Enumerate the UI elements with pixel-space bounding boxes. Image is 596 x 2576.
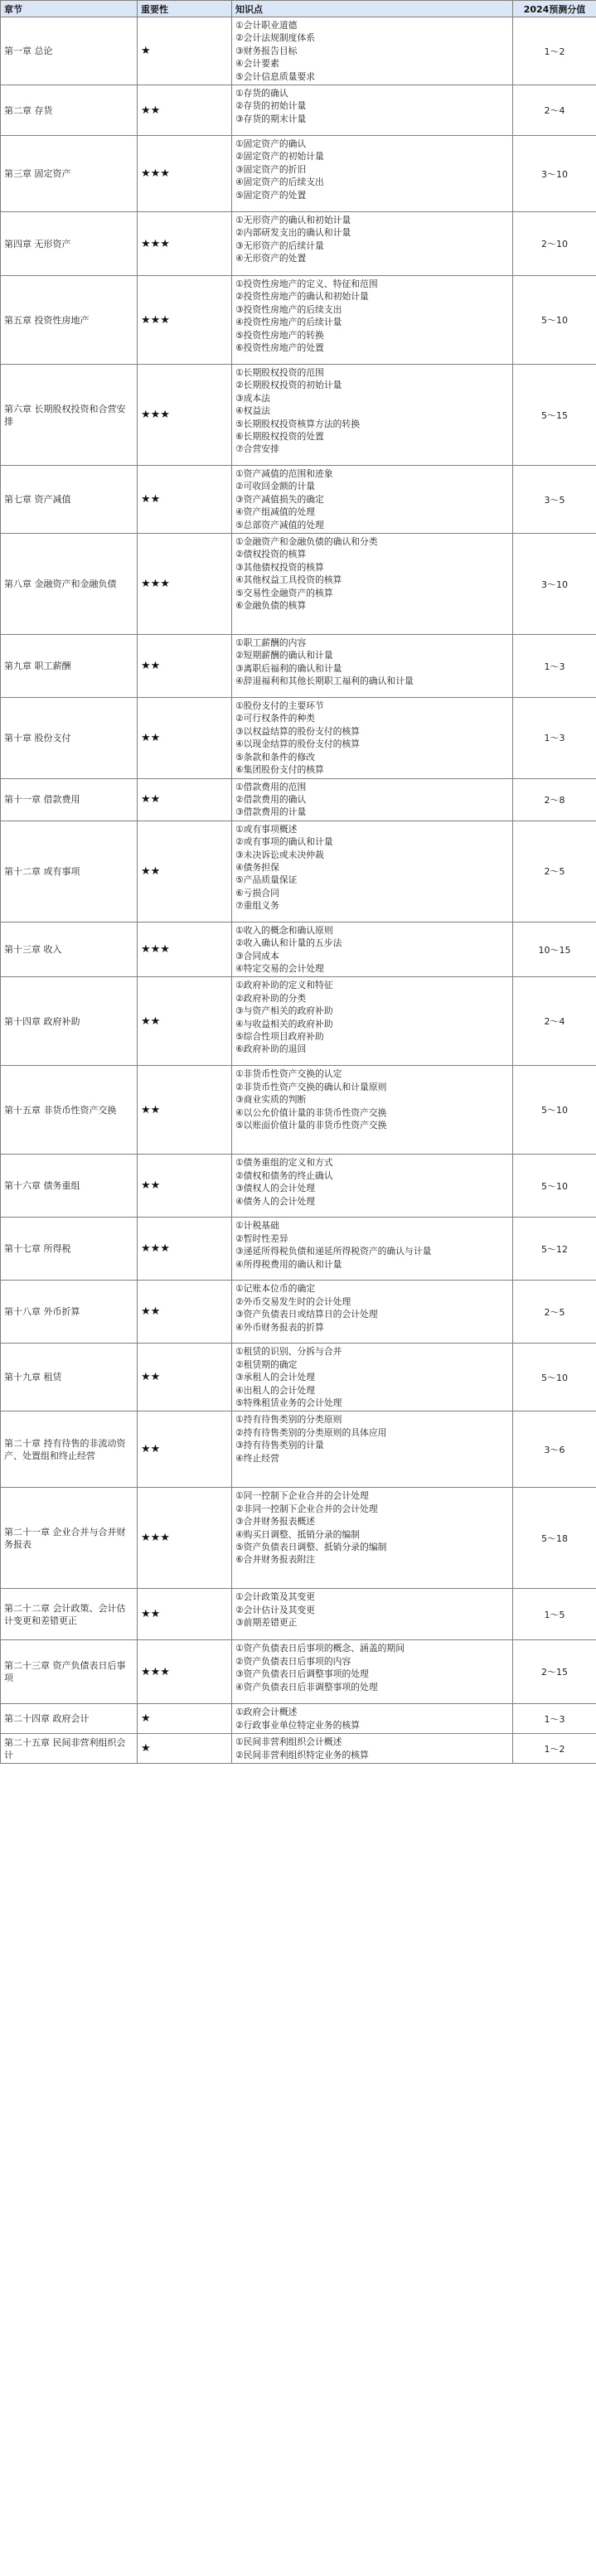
predicted-score: 5～10 — [513, 1155, 596, 1218]
knowledge-point: ⑤特殊租赁业务的会计处理 — [235, 1397, 342, 1408]
knowledge-point: ③无形资产的后续计量 — [235, 240, 324, 251]
knowledge-point: ②政府补助的分类 — [235, 992, 307, 1004]
table-row — [1, 276, 596, 365]
knowledge-point: ①股份支付的主要环节 — [235, 700, 324, 712]
knowledge-point: ⑥政府补助的退回 — [235, 1043, 307, 1055]
knowledge-point: ①债务重组的定义和方式 — [235, 1157, 333, 1169]
knowledge-point: ①政府会计概述 — [235, 1707, 298, 1718]
knowledge-point: ④购买日调整、抵销分录的编制 — [235, 1528, 361, 1540]
knowledge-point: ①金融资产和金融负债的确认和分类 — [235, 536, 378, 548]
knowledge-point: ④会计要素 — [235, 58, 279, 70]
knowledge-point: ⑦重组义务 — [235, 900, 279, 912]
knowledge-point: ④权益法 — [235, 405, 271, 417]
predicted-score: 2～10 — [513, 212, 596, 276]
knowledge-point: ①存货的确认 — [235, 88, 288, 99]
table-row — [1, 534, 596, 635]
knowledge-points-cell — [232, 635, 513, 698]
chapter-cell: 第十五章 非货币性资产交换 — [1, 1066, 138, 1155]
table-row — [1, 466, 596, 534]
knowledge-point: ①持有待售类别的分类原则 — [235, 1414, 342, 1426]
knowledge-point: ③商业实质的判断 — [235, 1094, 307, 1106]
knowledge-point: ②债权投资的核算 — [235, 549, 307, 560]
knowledge-points-cell — [232, 778, 513, 821]
predicted-score: 5～15 — [513, 365, 596, 466]
knowledge-point: ①长期股权投资的范围 — [235, 367, 324, 379]
knowledge-point: ④债务担保 — [235, 861, 279, 873]
table-row — [1, 365, 596, 466]
importance-stars: ★★ — [138, 1066, 232, 1155]
chapter-cell: 第十八章 外币折算 — [1, 1281, 138, 1344]
chapter-cell: 第二十五章 民间非营利组织会计 — [1, 1734, 138, 1764]
knowledge-points-cell — [232, 1281, 513, 1344]
knowledge-point: ⑦合营安排 — [235, 443, 279, 455]
knowledge-point: ①计税基础 — [235, 1220, 279, 1232]
knowledge-point: ②内部研发支出的确认和计量 — [235, 227, 351, 239]
knowledge-point: ④投资性房地产的后续计量 — [235, 317, 342, 328]
importance-stars: ★★★ — [138, 136, 232, 212]
knowledge-point: ④债务人的会计处理 — [235, 1195, 316, 1207]
knowledge-point: ④固定资产的后续支出 — [235, 177, 324, 188]
chapter-cell: 第五章 投资性房地产 — [1, 276, 138, 365]
knowledge-point: ④辞退福利和其他长期职工福利的确认和计量 — [235, 675, 414, 687]
knowledge-point: ③与资产相关的政府补助 — [235, 1005, 333, 1017]
knowledge-point: ③递延所得税负债和递延所得税资产的确认与计量 — [235, 1246, 432, 1257]
knowledge-point: ①记账本位币的确定 — [235, 1283, 316, 1295]
chapter-cell: 第一章 总论 — [1, 17, 138, 85]
knowledge-point: ④其他权益工具投资的核算 — [235, 574, 342, 586]
predicted-score: 5～18 — [513, 1488, 596, 1589]
knowledge-points-cell — [232, 212, 513, 276]
knowledge-points-cell — [232, 1640, 513, 1704]
predicted-score: 1～3 — [513, 698, 596, 778]
knowledge-point: ⑤会计信息质量要求 — [235, 70, 316, 82]
knowledge-point: ④无形资产的处置 — [235, 253, 307, 264]
predicted-score: 2～4 — [513, 977, 596, 1066]
importance-stars: ★★★ — [138, 276, 232, 365]
chapter-cell: 第十四章 政府补助 — [1, 977, 138, 1066]
importance-stars: ★★ — [138, 85, 232, 136]
knowledge-points-cell — [232, 85, 513, 136]
knowledge-point: ②持有待售类别的分类原则的具体应用 — [235, 1426, 387, 1438]
table-row — [1, 1155, 596, 1218]
table-row — [1, 698, 596, 778]
chapter-cell: 第八章 金融资产和金融负债 — [1, 534, 138, 635]
knowledge-point: ③投资性房地产的后续支出 — [235, 303, 342, 315]
knowledge-point: ③财务报告目标 — [235, 45, 298, 56]
knowledge-point: ②租赁期的确定 — [235, 1358, 298, 1370]
knowledge-point: ③债权人的会计处理 — [235, 1183, 316, 1194]
knowledge-point: ③存货的期末计量 — [235, 113, 307, 124]
chapter-cell: 第十章 股份支付 — [1, 698, 138, 778]
chapter-cell: 第二章 存货 — [1, 85, 138, 136]
knowledge-point: ①无形资产的确认和初始计量 — [235, 215, 351, 226]
knowledge-point: ⑤投资性房地产的转换 — [235, 329, 324, 341]
knowledge-point: ②民间非营利组织特定业务的核算 — [235, 1749, 369, 1760]
chapter-cell: 第二十四章 政府会计 — [1, 1704, 138, 1734]
knowledge-points-cell — [232, 534, 513, 635]
predicted-score: 5～10 — [513, 1344, 596, 1411]
chapter-cell: 第九章 职工薪酬 — [1, 635, 138, 698]
knowledge-point: ①投资性房地产的定义、特征和范围 — [235, 278, 378, 290]
knowledge-point: ①资产减值的范围和迹象 — [235, 468, 333, 480]
table-row — [1, 1066, 596, 1155]
table-row — [1, 778, 596, 821]
knowledge-point: ⑤资产负债表日调整、抵销分录的编制 — [235, 1542, 387, 1552]
knowledge-point: ②投资性房地产的确认和初始计量 — [235, 291, 369, 303]
chapter-cell: 第十六章 债务重组 — [1, 1155, 138, 1218]
knowledge-point: ③合并财务报表概述 — [235, 1516, 316, 1528]
knowledge-point: ②非货币性资产交换的确认和计量原则 — [235, 1081, 387, 1092]
knowledge-point: ③合同成本 — [235, 950, 279, 961]
knowledge-points-cell — [232, 821, 513, 922]
importance-stars: ★★★ — [138, 1488, 232, 1589]
predicted-score: 2～15 — [513, 1640, 596, 1704]
chapter-cell: 第十二章 或有事项 — [1, 821, 138, 922]
knowledge-points-cell — [232, 466, 513, 534]
table-row — [1, 1344, 596, 1411]
table-body — [1, 17, 596, 1764]
knowledge-point: ④资产负债表日后非调整事项的处理 — [235, 1681, 378, 1692]
knowledge-point: ①民间非营利组织会计概述 — [235, 1736, 342, 1748]
knowledge-point: ④以公允价值计量的非货币性资产交换 — [235, 1106, 387, 1118]
chapter-cell: 第十一章 借款费用 — [1, 778, 138, 821]
knowledge-point: ②短期薪酬的确认和计量 — [235, 650, 333, 661]
knowledge-point: ②会计估计及其变更 — [235, 1604, 316, 1615]
knowledge-point: ④出租人的会计处理 — [235, 1384, 316, 1396]
knowledge-point: ③成本法 — [235, 392, 271, 404]
knowledge-points-cell — [232, 1704, 513, 1734]
knowledge-point: ③前期差错更正 — [235, 1617, 298, 1629]
knowledge-point: ①固定资产的确认 — [235, 138, 307, 150]
table-row — [1, 1281, 596, 1344]
knowledge-point: ③资产负债表日或结算日的会计处理 — [235, 1309, 378, 1320]
table-row — [1, 85, 596, 136]
table-row — [1, 922, 596, 977]
knowledge-point: ①非货币性资产交换的认定 — [235, 1068, 342, 1080]
knowledge-point: ③借款费用的计量 — [235, 806, 307, 818]
knowledge-point: ⑤交易性金融资产的核算 — [235, 587, 333, 598]
predicted-score: 5～10 — [513, 276, 596, 365]
chapter-cell: 第二十三章 资产负债表日后事项 — [1, 1640, 138, 1704]
chapter-cell: 第十七章 所得税 — [1, 1218, 138, 1281]
predicted-score: 3～10 — [513, 136, 596, 212]
knowledge-point: ⑥亏损合同 — [235, 887, 279, 898]
predicted-score: 1～3 — [513, 1704, 596, 1734]
knowledge-point: ③资产减值损失的确定 — [235, 493, 324, 505]
predicted-score: 10～15 — [513, 922, 596, 977]
knowledge-point: ⑤产品质量保证 — [235, 874, 298, 886]
table-row — [1, 821, 596, 922]
knowledge-point: ⑤总部资产减值的处理 — [235, 519, 324, 530]
chapter-cell: 第十三章 收入 — [1, 922, 138, 977]
importance-stars: ★ — [138, 1734, 232, 1764]
table-row — [1, 977, 596, 1066]
knowledge-point: ①同一控制下企业合并的会计处理 — [235, 1490, 369, 1502]
knowledge-points-cell — [232, 698, 513, 778]
knowledge-point: ④终止经营 — [235, 1452, 279, 1464]
knowledge-point: ③持有待售类别的计量 — [235, 1440, 324, 1451]
knowledge-point: ⑤综合性项目政府补助 — [235, 1030, 324, 1042]
knowledge-point: ⑤以账面价值计量的非货币性资产交换 — [235, 1119, 387, 1131]
header-importance: 重要性 — [138, 1, 232, 17]
header-chapter: 章节 — [1, 1, 138, 17]
knowledge-points-cell — [232, 1411, 513, 1488]
importance-stars: ★★ — [138, 1155, 232, 1218]
predicted-score: 2～5 — [513, 821, 596, 922]
knowledge-point: ⑥投资性房地产的处置 — [235, 342, 324, 354]
header-points: 知识点 — [232, 1, 513, 17]
knowledge-points-cell — [232, 1218, 513, 1281]
importance-stars: ★★★ — [138, 1640, 232, 1704]
predicted-score: 1～2 — [513, 1734, 596, 1764]
table-header-row — [1, 1, 596, 17]
table-row — [1, 1488, 596, 1589]
knowledge-point: ④资产组减值的处理 — [235, 506, 316, 518]
knowledge-point: ①会计政策及其变更 — [235, 1591, 316, 1603]
header-score: 2024预测分值 — [513, 1, 596, 17]
knowledge-point: ⑤条款和条件的修改 — [235, 751, 316, 763]
importance-stars: ★★ — [138, 778, 232, 821]
predicted-score: 2～5 — [513, 1281, 596, 1344]
knowledge-point: ②长期股权投资的初始计量 — [235, 380, 342, 391]
knowledge-point: ④以现金结算的股份支付的核算 — [235, 738, 361, 750]
importance-stars: ★★ — [138, 698, 232, 778]
predicted-score: 5～10 — [513, 1066, 596, 1155]
knowledge-point: ③离职后福利的确认和计量 — [235, 662, 342, 674]
chapter-cell: 第七章 资产减值 — [1, 466, 138, 534]
importance-stars: ★ — [138, 17, 232, 85]
table-row — [1, 635, 596, 698]
table-row — [1, 1640, 596, 1704]
importance-stars: ★★★ — [138, 534, 232, 635]
knowledge-point: ④与收益相关的政府补助 — [235, 1018, 333, 1029]
knowledge-point: ③未决诉讼或未决仲裁 — [235, 849, 324, 860]
importance-stars: ★ — [138, 1704, 232, 1734]
knowledge-point: ②暂时性差异 — [235, 1232, 288, 1244]
knowledge-point: ②会计法规制度体系 — [235, 32, 316, 44]
knowledge-point: ①政府补助的定义和特征 — [235, 980, 333, 991]
knowledge-point: ⑥合并财务报表附注 — [235, 1554, 316, 1566]
knowledge-point: ①或有事项概述 — [235, 823, 298, 835]
chapter-cell: 第六章 长期股权投资和合营安排 — [1, 365, 138, 466]
table-row — [1, 1589, 596, 1640]
table-row — [1, 1218, 596, 1281]
predicted-score: 3～5 — [513, 466, 596, 534]
chapter-cell: 第二十二章 会计政策、会计估计变更和差错更正 — [1, 1589, 138, 1640]
knowledge-point: ①职工薪酬的内容 — [235, 637, 307, 649]
table-row — [1, 136, 596, 212]
knowledge-points-cell — [232, 1344, 513, 1411]
knowledge-point: ②非同一控制下企业合并的会计处理 — [235, 1503, 378, 1514]
chapter-cell: 第十九章 租赁 — [1, 1344, 138, 1411]
importance-stars: ★★ — [138, 1411, 232, 1488]
predicted-score: 3～6 — [513, 1411, 596, 1488]
knowledge-point: ③以权益结算的股份支付的核算 — [235, 725, 361, 737]
knowledge-points-cell — [232, 136, 513, 212]
importance-stars: ★★★ — [138, 365, 232, 466]
knowledge-points-cell — [232, 276, 513, 365]
importance-stars: ★★★ — [138, 922, 232, 977]
knowledge-point: ①会计职业道德 — [235, 20, 298, 31]
predicted-score: 2～8 — [513, 778, 596, 821]
knowledge-point: ①租赁的识别、分拆与合并 — [235, 1346, 342, 1358]
chapter-cell: 第三章 固定资产 — [1, 136, 138, 212]
knowledge-point: ②行政事业单位特定业务的核算 — [235, 1719, 361, 1731]
knowledge-point: ④所得税费用的确认和计量 — [235, 1258, 342, 1270]
table-row — [1, 1734, 596, 1764]
knowledge-points-cell — [232, 1066, 513, 1155]
importance-stars: ★★ — [138, 1589, 232, 1640]
predicted-score: 1～3 — [513, 635, 596, 698]
knowledge-point: ⑥集团股份支付的核算 — [235, 764, 324, 776]
knowledge-point: ②可行权条件的种类 — [235, 713, 316, 724]
knowledge-point: ①借款费用的范围 — [235, 781, 307, 792]
knowledge-point: ⑤长期股权投资核算方法的转换 — [235, 418, 361, 429]
knowledge-point: ⑥金融负债的核算 — [235, 600, 307, 612]
table-row — [1, 1704, 596, 1734]
importance-stars: ★★★ — [138, 1218, 232, 1281]
importance-stars: ★★ — [138, 821, 232, 922]
importance-stars: ★★ — [138, 466, 232, 534]
predicted-score: 1～5 — [513, 1589, 596, 1640]
knowledge-points-cell — [232, 1155, 513, 1218]
chapter-cell: 第二十一章 企业合并与合并财务报表 — [1, 1488, 138, 1589]
importance-stars: ★★ — [138, 1281, 232, 1344]
table-row — [1, 212, 596, 276]
knowledge-points-cell — [232, 977, 513, 1066]
knowledge-point: ②外币交易发生时的会计处理 — [235, 1295, 351, 1307]
knowledge-points-cell — [232, 922, 513, 977]
knowledge-point: ④特定交易的会计处理 — [235, 962, 324, 974]
knowledge-points-cell — [232, 365, 513, 466]
importance-stars: ★★ — [138, 1344, 232, 1411]
knowledge-points-cell — [232, 1488, 513, 1589]
knowledge-point: ③资产负债表日后调整事项的处理 — [235, 1668, 369, 1680]
knowledge-point: ②资产负债表日后事项的内容 — [235, 1655, 351, 1667]
knowledge-point: ②固定资产的初始计量 — [235, 151, 324, 162]
knowledge-points-cell — [232, 1734, 513, 1764]
table-row — [1, 17, 596, 85]
importance-stars: ★★★ — [138, 212, 232, 276]
knowledge-point: ②借款费用的确认 — [235, 793, 307, 805]
knowledge-point: ③固定资产的折旧 — [235, 163, 307, 175]
knowledge-point: ④外币财务报表的折算 — [235, 1321, 324, 1333]
knowledge-point: ②可收回金额的计量 — [235, 481, 316, 492]
knowledge-point: ③其他债权投资的核算 — [235, 561, 324, 573]
knowledge-points-cell — [232, 17, 513, 85]
chapter-cell: 第四章 无形资产 — [1, 212, 138, 276]
knowledge-point: ②或有事项的确认和计量 — [235, 836, 333, 848]
predicted-score: 1～2 — [513, 17, 596, 85]
knowledge-point: ②收入确认和计量的五步法 — [235, 937, 342, 949]
knowledge-point: ⑥长期股权投资的处置 — [235, 431, 324, 443]
knowledge-point: ③承租人的会计处理 — [235, 1372, 316, 1383]
knowledge-point: ①收入的概念和确认原则 — [235, 924, 333, 936]
predicted-score: 2～4 — [513, 85, 596, 136]
knowledge-point: ②存货的初始计量 — [235, 100, 307, 112]
knowledge-point: ①资产负债表日后事项的概念、涵盖的期间 — [235, 1643, 405, 1654]
knowledge-point: ②债权和债务的终止确认 — [235, 1169, 333, 1181]
knowledge-points-cell — [232, 1589, 513, 1640]
table-row — [1, 1411, 596, 1488]
knowledge-point: ⑤固定资产的处置 — [235, 189, 307, 201]
importance-stars: ★★ — [138, 977, 232, 1066]
chapter-cell: 第二十章 持有待售的非流动资产、处置组和终止经营 — [1, 1411, 138, 1488]
predicted-score: 3～10 — [513, 534, 596, 635]
importance-stars: ★★ — [138, 635, 232, 698]
predicted-score: 5～12 — [513, 1218, 596, 1281]
